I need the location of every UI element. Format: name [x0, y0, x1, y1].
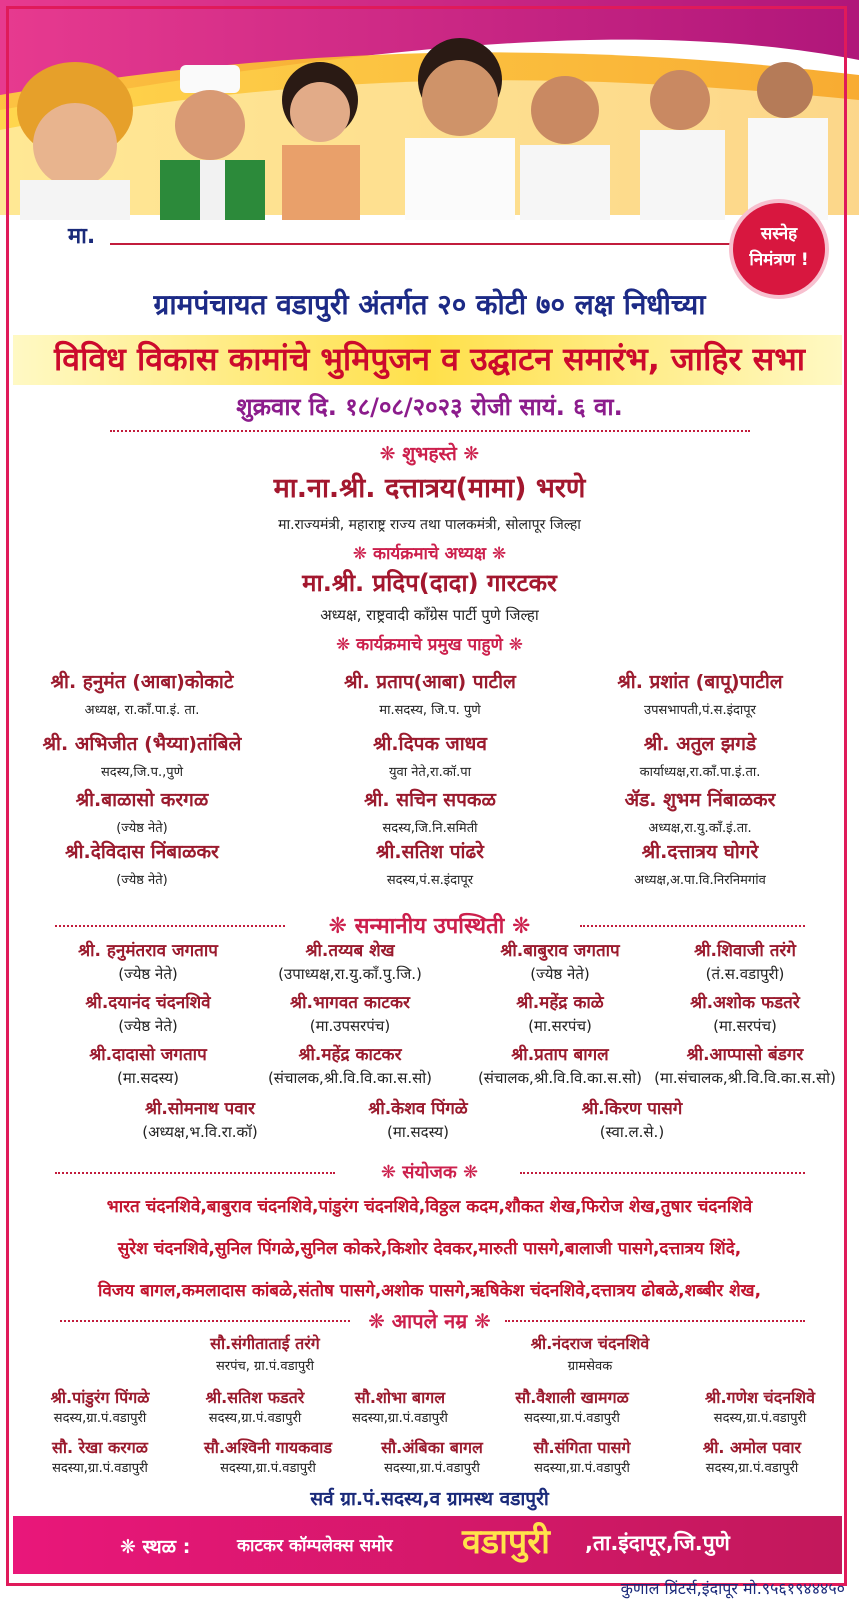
chief-name: मा.ना.श्री. दत्तात्रय(मामा) भरणे — [273, 473, 586, 504]
honored-name: श्री.केशव पिंगळे — [368, 1099, 468, 1119]
honored-name: श्री.शिवाजी तरंगे — [694, 941, 796, 961]
event-date: शुक्रवार दि. १८/०८/२०२३ रोजी सायं. ६ वा. — [236, 393, 623, 421]
organizers-line-1: भारत चंदनशिवे,बाबुराव चंदनशिवे,पांडुरंग चंदनशिवे,विठ्ठल कदम,शौकत शेख,फिरोज शेख,तुषार चंदनशिवे — [106, 1197, 753, 1217]
chief-heading: ❋ शुभहस्ते ❋ — [379, 443, 480, 465]
honored-desc: (मा.सदस्य) — [117, 1069, 179, 1087]
printer-credit: कुणाल प्रिंटर्स,इंदापूर मो.९५६१९४४४५० — [620, 1579, 845, 1598]
guest-desc: (ज्येष्ठ नेते) — [116, 873, 168, 888]
guest-name: श्री. प्रशांत (बापू)पाटील — [617, 671, 783, 693]
event-heading-line-1: ग्रामपंचायत वडापुरी अंतर्गत २० कोटी ७० लक्ष निधीच्या — [153, 288, 706, 321]
addressee-line — [110, 243, 730, 245]
honored-desc: (मा.संचालक,श्री.वि.वि.का.स.सो) — [654, 1069, 836, 1087]
guest-name: श्री.बाळासो करगळ — [75, 789, 209, 811]
honored-desc: (संचालक,श्री.वि.वि.का.स.सो) — [477, 1069, 643, 1087]
venue-district: ,ता.इंदापूर,जि.पुणे — [585, 1531, 730, 1555]
humble-member-name: सौ.वैशाली खामगळ — [515, 1388, 629, 1407]
humble-top-desc: सरपंच, ग्रा.पं.वडापुरी — [216, 1359, 314, 1374]
honored-name: श्री.आप्पासो बंडगर — [686, 1045, 804, 1065]
humble-member-desc: सदस्य,ग्रा.पं.वडापुरी — [713, 1411, 807, 1426]
guests-heading: ❋ कार्यक्रमाचे प्रमुख पाहुणे ❋ — [335, 635, 524, 655]
honored-desc: (उपाध्यक्ष,रा.यु.काँ.पु.जि.) — [278, 965, 422, 983]
humble-member-desc: सदस्या,ग्रा.पं.वडापुरी — [384, 1461, 480, 1476]
guest-desc: उपसभापती,पं.स.इंदापूर — [644, 703, 756, 718]
honored-desc: (संचालक,श्री.वि.वि.का.स.सो) — [267, 1069, 433, 1087]
event-heading-line-2: विविध विकास कामांचे भुमिपुजन व उद्घाटन समारंभ, जाहिर सभा — [53, 340, 805, 378]
humble-member-name: सौ.संगिता पासगे — [533, 1438, 631, 1457]
guest-name: श्री.दत्तात्रय घोगरे — [641, 841, 759, 863]
guest-name: श्री.देविदास निंबाळकर — [65, 841, 219, 863]
guest-name: श्री.दिपक जाधव — [373, 733, 487, 755]
guest-desc: सदस्य,जि.नि.समिती — [382, 821, 478, 836]
humble-member-name: सौ.अश्विनी गायकवाड — [203, 1438, 333, 1457]
honored-name: श्री.अशोक फडतरे — [690, 993, 800, 1013]
honored-name: श्री.भागवत काटकर — [290, 993, 410, 1013]
humble-member-desc: सदस्य,ग्रा.पं.वडापुरी — [208, 1411, 302, 1426]
organizers-line-2: सुरेश चंदनशिवे,सुनिल पिंगळे,सुनिल कोकरे,किशोर देवकर,मारुती पासगे,बालाजी पासगे,दत्तात्रय शिंदे, — [117, 1239, 742, 1259]
humble-member-desc: सदस्या,ग्रा.पं.वडापुरी — [52, 1461, 148, 1476]
honored-name: श्री.तय्यब शेख — [305, 941, 395, 961]
guest-name: श्री. अभिजीत (भैय्या)तांबिले — [42, 733, 242, 755]
divider — [110, 430, 750, 432]
honored-name: श्री.महेंद्र काटकर — [298, 1045, 402, 1065]
humble-top-name: श्री.नंदराज चंदनशिवे — [530, 1334, 650, 1353]
guest-name: श्री. हनुमंत (आबा)कोकाटे — [50, 671, 234, 693]
humble-heading: ❋ आपले नम्र ❋ — [368, 1309, 491, 1333]
president-desc: अध्यक्ष, राष्ट्रवादी काँग्रेस पार्टी पुणे जिल्हा — [320, 606, 539, 624]
honored-desc: (मा.सरपंच) — [713, 1017, 777, 1035]
humble-member-desc: सदस्या,ग्रा.पं.वडापुरी — [220, 1461, 316, 1476]
president-heading: ❋ कार्यक्रमाचे अध्यक्ष ❋ — [352, 544, 507, 564]
guest-desc: कार्याध्यक्ष,रा.काँ.पा.इं.ता. — [639, 765, 761, 780]
humble-member-name: श्री. अमोल पवार — [702, 1438, 802, 1457]
humble-member-desc: सदस्य,ग्रा.पं.वडापुरी — [53, 1411, 147, 1426]
humble-member-name: श्री.पांडुरंग पिंगळे — [50, 1388, 150, 1407]
guest-name: ॲड. शुभम निंबाळकर — [624, 789, 776, 811]
venue-village: वडापुरी — [462, 1522, 550, 1562]
guest-desc: अध्यक्ष,अ.पा.वि.निरनिमगांव — [634, 873, 766, 888]
addressee-label: मा. — [68, 224, 96, 249]
badge-line-1: सस्नेह — [760, 224, 798, 244]
humble-member-name: सौ. रेखा करगळ — [52, 1438, 148, 1457]
venue-label: ❋ स्थळ : — [120, 1536, 191, 1558]
honored-name: श्री.किरण पासगे — [581, 1099, 683, 1119]
humble-member-name: श्री.सतिश फडतरे — [205, 1388, 305, 1407]
invitation-badge — [733, 203, 825, 295]
guest-desc: अध्यक्ष,रा.यु.काँ.इं.ता. — [648, 821, 752, 836]
guest-desc: युवा नेते,रा.कॉ.पा — [388, 765, 472, 780]
guest-desc: (ज्येष्ठ नेते) — [116, 821, 168, 836]
honored-name: श्री. हनुमंतराव जगताप — [78, 941, 218, 961]
chief-desc: मा.राज्यमंत्री, महाराष्ट्र राज्य तथा पालकमंत्री, सोलापूर जिल्हा — [278, 517, 581, 533]
president-name: मा.श्री. प्रदिप(दादा) गारटकर — [302, 569, 557, 597]
guest-name: श्री. अतुल झगडे — [643, 733, 757, 755]
honored-desc: (ज्येष्ठ नेते) — [118, 965, 178, 983]
humble-member-desc: सदस्य,ग्रा.पं.वडापुरी — [705, 1461, 799, 1476]
honored-desc: (ज्येष्ठ नेते) — [118, 1017, 178, 1035]
honored-desc: (मा.सदस्य) — [387, 1123, 449, 1141]
guest-name: श्री.सतिश पांढरे — [376, 841, 484, 863]
organizers-line-3: विजय बागल,कमलादास कांबळे,संतोष पासगे,अशोक पासगे,ऋषिकेश चंदनशिवे,दत्तात्रय ढोबळे,शब्बीर शेख, — [97, 1281, 762, 1301]
guest-desc: अध्यक्ष, रा.काँ.पा.इं. ता. — [84, 703, 200, 718]
honored-desc: (स्वा.ल.से.) — [599, 1123, 665, 1141]
humble-member-desc: सदस्या,ग्रा.पं.वडापुरी — [524, 1411, 620, 1426]
guest-desc: मा.सदस्य, जि.प. पुणे — [379, 703, 481, 718]
honored-desc: (मा.उपसरपंच) — [309, 1017, 391, 1035]
honored-name: श्री.प्रताप बागल — [511, 1045, 609, 1065]
honored-desc: (ज्येष्ठ नेते) — [530, 965, 590, 983]
honored-desc: (तं.स.वडापुरी) — [705, 965, 785, 983]
humble-member-desc: सदस्या,ग्रा.पं.वडापुरी — [352, 1411, 448, 1426]
guest-desc: सदस्य,पं.स.इंदापूर — [386, 873, 474, 888]
humble-member-desc: सदस्या,ग्रा.पं.वडापुरी — [534, 1461, 630, 1476]
honored-name: श्री.दादासो जगताप — [89, 1045, 207, 1065]
badge-line-2: निमंत्रण ! — [749, 250, 809, 270]
guest-name: श्री. प्रताप(आबा) पाटील — [344, 671, 516, 693]
honored-desc: (मा.सरपंच) — [528, 1017, 592, 1035]
honored-name: श्री.सोमनाथ पवार — [144, 1099, 256, 1119]
guest-desc: सदस्य,जि.प.,पुणे — [101, 765, 183, 780]
organizers-heading: ❋ संयोजक ❋ — [380, 1162, 479, 1183]
venue-place: काटकर कॉम्पलेक्स समोर — [237, 1536, 393, 1556]
honored-name: श्री.दयानंद चंदनशिवे — [85, 993, 211, 1013]
all-members-line: सर्व ग्रा.पं.सदस्य,व ग्रामस्थ वडापुरी — [310, 1488, 549, 1510]
humble-member-name: सौ.शोभा बागल — [354, 1388, 446, 1407]
humble-member-name: श्री.गणेश चंदनशिवे — [704, 1388, 816, 1407]
honored-name: श्री.बाबुराव जगताप — [500, 941, 620, 961]
humble-top-name: सौ.संगीताताई तरंगे — [210, 1334, 320, 1353]
humble-member-name: सौ.अंबिका बागल — [381, 1438, 483, 1457]
humble-top-desc: ग्रामसेवक — [567, 1359, 613, 1374]
honored-name: श्री.महेंद्र काळे — [516, 993, 604, 1013]
guest-name: श्री. सचिन सपकळ — [364, 789, 496, 811]
honored-heading: ❋ सन्मानीय उपस्थिती ❋ — [328, 914, 531, 939]
honored-desc: (अध्यक्ष,भ.वि.रा.कॉ) — [142, 1123, 258, 1141]
